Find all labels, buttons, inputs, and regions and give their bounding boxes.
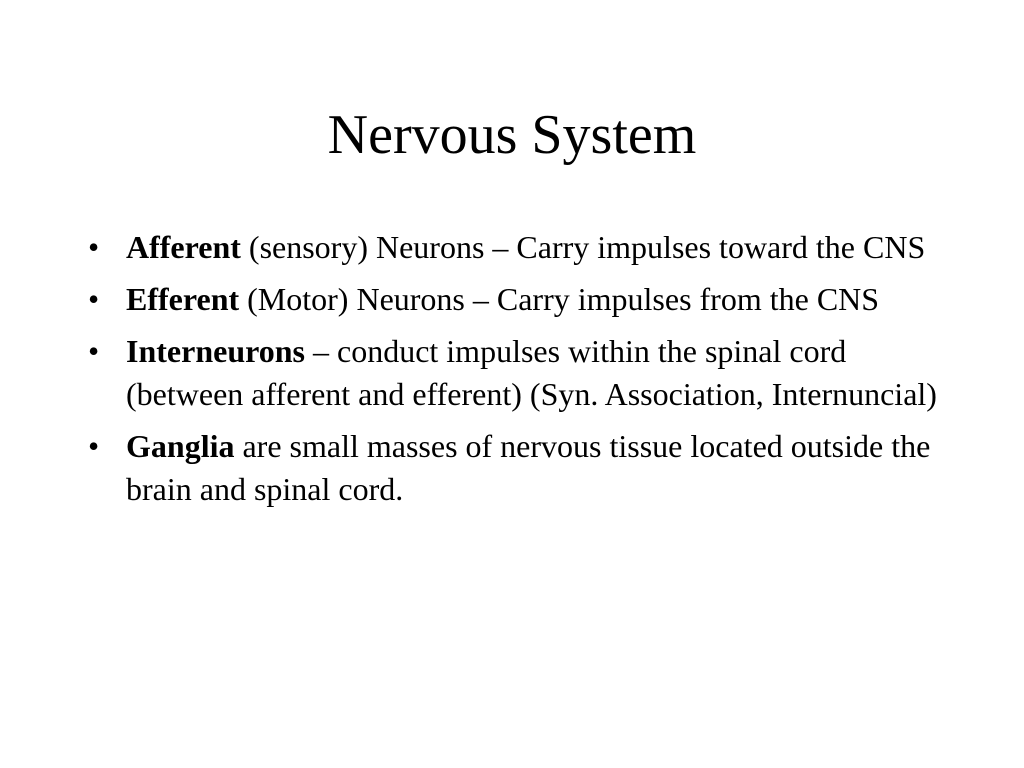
bullet-term: Afferent	[126, 229, 241, 265]
bullet-icon: •	[88, 333, 100, 369]
bullet-text: (Motor) Neurons – Carry impulses from the CNS	[239, 281, 880, 317]
bullet-term: Ganglia	[126, 428, 235, 464]
bullet-icon: •	[88, 428, 100, 464]
bullet-list	[88, 226, 948, 520]
bullet-item-afferent	[88, 226, 948, 269]
bullet-item-interneurons	[88, 330, 948, 416]
bullet-term: Efferent	[126, 281, 240, 317]
bullet-term: Interneurons	[126, 333, 305, 369]
bullet-text: are small masses of nervous tissue located outside the brain and spinal cord.	[126, 428, 931, 507]
bullet-icon: •	[88, 281, 100, 317]
bullet-text: (sensory) Neurons – Carry impulses toward the CNS	[240, 229, 926, 265]
bullet-text: – conduct impulses within the spinal cord (between afferent and efferent) (Syn. Association, Internuncial)	[126, 333, 937, 412]
slide-title: Nervous System	[327, 104, 697, 166]
bullet-item-ganglia	[88, 425, 948, 511]
bullet-icon: •	[88, 229, 100, 265]
bullet-item-efferent	[88, 278, 948, 321]
